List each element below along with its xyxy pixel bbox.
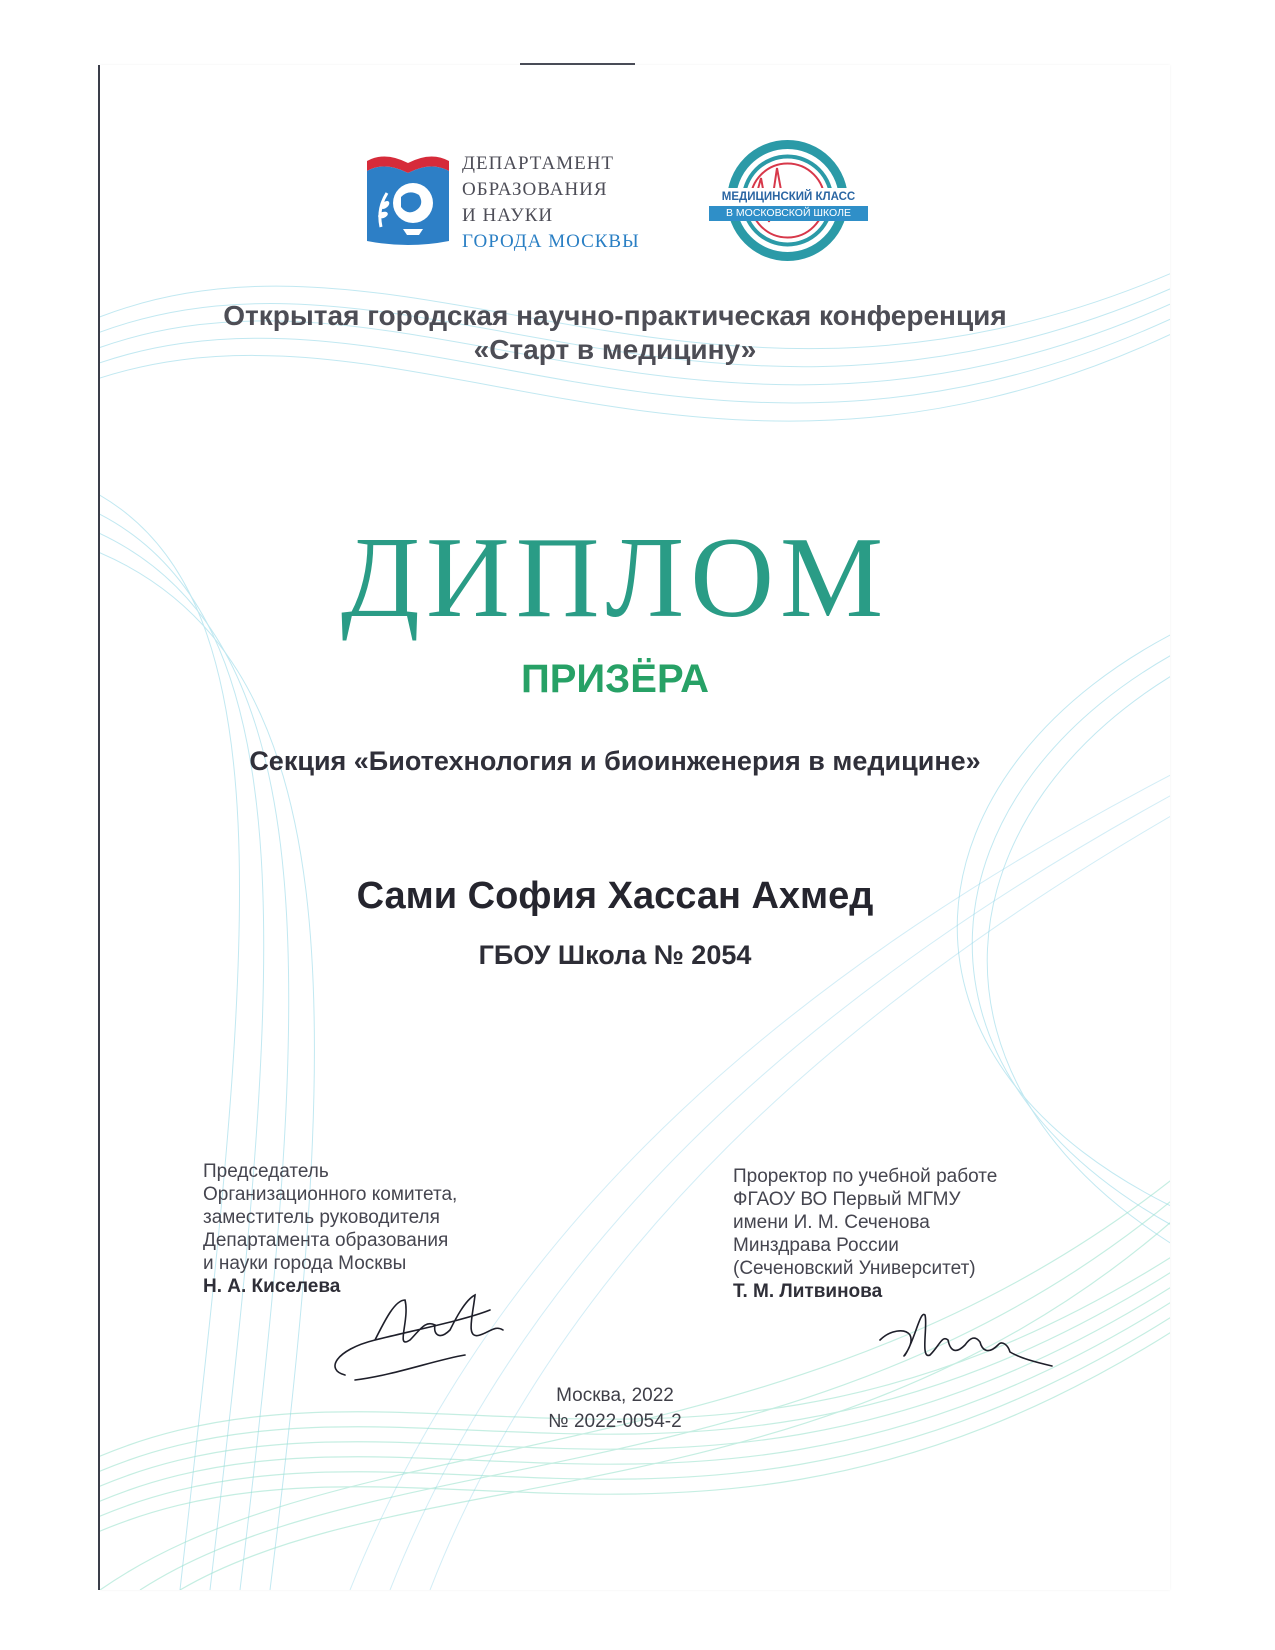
department-name bbox=[462, 151, 702, 255]
signatory-position-line: Председатель bbox=[203, 1161, 329, 1182]
signatory-name: Н. А. Киселева bbox=[203, 1276, 341, 1297]
department-line: И НАУКИ bbox=[462, 205, 554, 226]
diploma-sheet bbox=[100, 65, 1170, 1590]
signatory-position-line: Проректор по учебной работе bbox=[733, 1166, 998, 1187]
right-signatory bbox=[733, 1165, 1063, 1303]
left-signatory bbox=[203, 1160, 533, 1298]
department-line: ОБРАЗОВАНИЯ bbox=[462, 179, 608, 200]
signatory-position-line: Минздрава России bbox=[733, 1235, 899, 1256]
left-handwritten-signature bbox=[315, 1280, 515, 1390]
conference-title bbox=[100, 299, 1130, 367]
signatory-name: Т. М. Литвинова bbox=[733, 1281, 883, 1302]
recipient-name: Сами София Хассан Ахмед bbox=[356, 875, 874, 917]
department-emblem-icon bbox=[363, 149, 453, 249]
signatory-position-line: заместитель руководителя bbox=[203, 1207, 440, 1228]
conference-line-2: «Старт в медицину» bbox=[473, 334, 757, 365]
section-name: Секция «Биотехнология и биоинженерия в медицине» bbox=[249, 746, 981, 776]
signatory-position-line: ФГАОУ ВО Первый МГМУ bbox=[733, 1189, 961, 1210]
diploma-title: ДИПЛОМ bbox=[340, 514, 890, 642]
signatory-position-line: Департамента образования bbox=[203, 1230, 449, 1251]
diploma-subtitle: ПРИЗЁРА bbox=[520, 657, 710, 701]
place-year: Москва, 2022 bbox=[556, 1385, 674, 1406]
medical-class-title: МЕДИЦИНСКИЙ КЛАСС bbox=[706, 188, 871, 207]
diploma-number: № 2022-0054-2 bbox=[548, 1411, 682, 1432]
signatory-position-line: и науки города Москвы bbox=[203, 1253, 407, 1274]
signatory-position-line: имени И. М. Сеченова bbox=[733, 1212, 930, 1233]
school-name: ГБОУ Школа № 2054 bbox=[478, 940, 752, 970]
right-handwritten-signature bbox=[870, 1300, 1055, 1385]
medical-class-subtitle: В МОСКОВСКОЙ ШКОЛЕ bbox=[709, 206, 868, 221]
conference-line-1: Открытая городская научно-практическая конференция bbox=[223, 300, 1007, 331]
signatory-position-line: (Сеченовский Университет) bbox=[733, 1258, 976, 1279]
signatory-position-line: Организационного комитета, bbox=[203, 1184, 458, 1205]
department-line: ГОРОДА МОСКВЫ bbox=[462, 231, 640, 252]
department-line: ДЕПАРТАМЕНТ bbox=[462, 153, 615, 174]
place-and-number bbox=[100, 1383, 1130, 1435]
